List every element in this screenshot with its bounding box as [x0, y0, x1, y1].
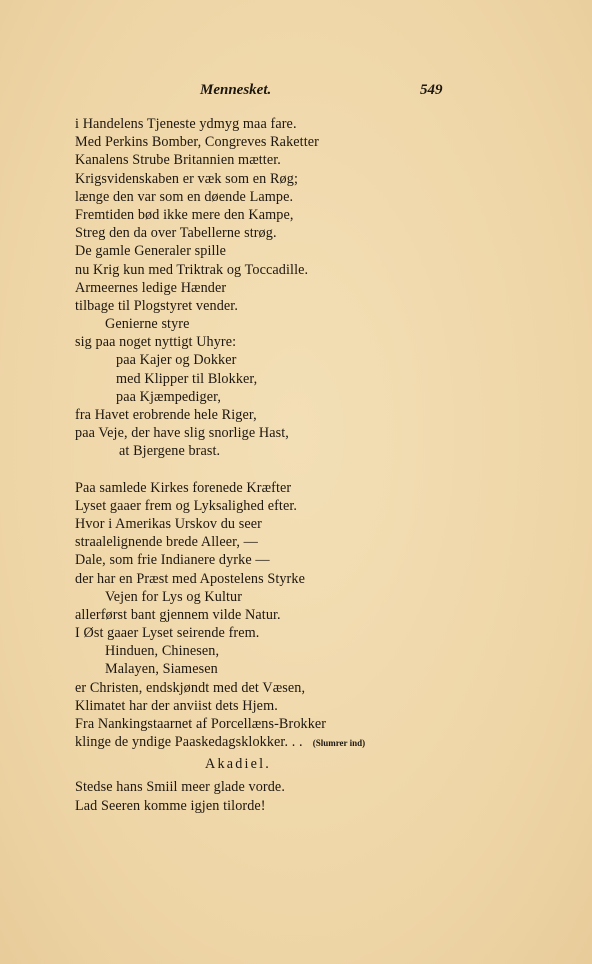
- verse-line: Streg den da over Tabellerne strøg.: [75, 225, 277, 242]
- verse-line: Armeernes ledige Hænder: [75, 279, 227, 296]
- verse-line: Hinduen, Chinesen,: [105, 643, 220, 660]
- page-number: 549: [420, 82, 443, 98]
- verse-line: Malayen, Siamesen: [105, 661, 218, 678]
- verse-line: Genierne styre: [105, 316, 190, 333]
- verse-line: fra Havet erobrende hele Riger,: [75, 407, 257, 423]
- speaker-name: Akadiel.: [205, 756, 272, 773]
- verse-line: i Handelens Tjeneste ydmyg maa fare.: [75, 116, 297, 132]
- verse-line: paa Kajer og Dokker: [116, 352, 237, 369]
- verse-line: Fremtiden bød ikke mere den Kampe,: [75, 206, 294, 223]
- verse-line: Kanalens Strube Britannien mætter.: [75, 152, 281, 169]
- verse-line: er Christen, endskjøndt med det Væsen,: [75, 679, 306, 696]
- verse-line: Vejen for Lys og Kultur: [105, 588, 243, 605]
- stanza-1: [75, 115, 555, 461]
- verse-line: allerførst bant gjennem vilde Natur.: [75, 606, 281, 623]
- verse-line: Lyset gaaer frem og Lyksalighed efter.: [75, 497, 298, 514]
- verse-line: Paa samlede Kirkes forenede Kræfter: [75, 479, 292, 496]
- verse-line: Stedse hans Smiil meer glade vorde.: [75, 779, 285, 796]
- verse-line: at Bjergene brast.: [119, 443, 221, 460]
- verse-line: De gamle Generaler spille: [75, 243, 227, 260]
- verse-line: Krigsvidenskaben er væk som en Røg;: [75, 170, 298, 187]
- stanza-2: [75, 479, 555, 734]
- stage-direction: (Slumrer ind): [312, 738, 366, 749]
- running-head: Mennesket.: [200, 82, 272, 98]
- verse-line: paa Kjæmpediger,: [116, 388, 222, 405]
- verse-line: I Øst gaaer Lyset seirende frem.: [75, 625, 260, 642]
- verse-line-with-stage-note: [75, 733, 555, 751]
- poem-text: [75, 115, 555, 815]
- verse-line: nu Krig kun med Triktrak og Toccadille.: [75, 261, 309, 278]
- verse-line: Med Perkins Bomber, Congreves Raketter: [75, 134, 319, 151]
- verse-line-text: klinge de yndige Paaskedagsklokker. . .: [75, 734, 303, 751]
- verse-line: tilbage til Plogstyret vender.: [75, 297, 238, 314]
- verse-line: straalelignende brede Alleer, —: [75, 534, 258, 551]
- verse-line: paa Veje, der have slig snorlige Hast,: [75, 425, 289, 442]
- verse-line: sig paa noget nyttigt Uhyre:: [75, 334, 237, 351]
- verse-line: med Klipper til Blokker,: [116, 370, 258, 387]
- verse-line: Dale, som frie Indianere dyrke —: [75, 552, 270, 569]
- verse-line: Klimatet har der anviist dets Hjem.: [75, 697, 278, 714]
- verse-line: der har en Præst med Apostelens Styrke: [75, 570, 305, 587]
- page-header: [0, 82, 592, 104]
- verse-line: Hvor i Amerikas Urskov du seer: [75, 515, 263, 532]
- stanza-gap: [75, 461, 555, 479]
- verse-line: længe den var som en døende Lampe.: [75, 188, 294, 205]
- verse-line: Lad Seeren komme igjen tilorde!: [75, 797, 266, 814]
- stanza-3: [75, 778, 555, 814]
- verse-line: Fra Nankingstaarnet af Porcellæns-Brokker: [75, 716, 327, 732]
